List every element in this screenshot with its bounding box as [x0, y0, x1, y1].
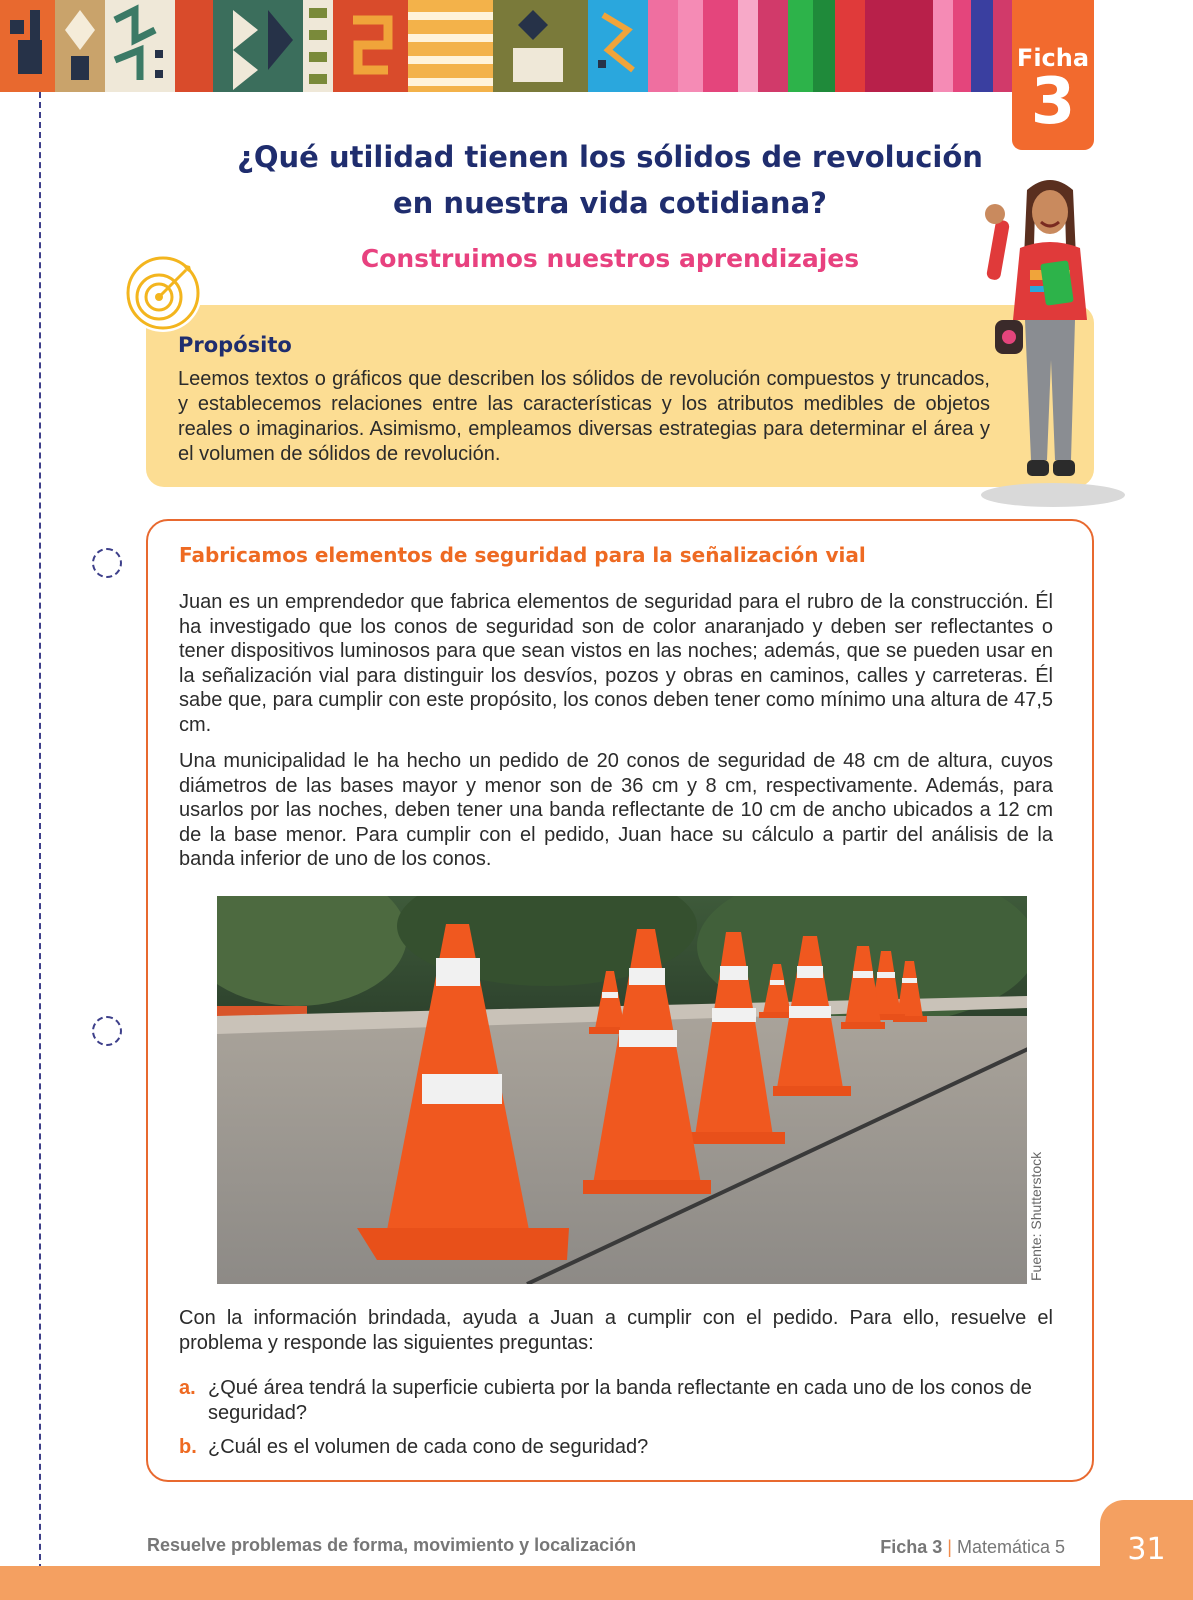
footer-competency: Resuelve problemas de forma, movimiento y localización: [147, 1535, 637, 1555]
target-icon: [124, 254, 202, 332]
footer-subject: Matemática 5: [956, 1537, 1065, 1557]
footer-ficha: Ficha 3: [880, 1537, 943, 1557]
title-line: en nuestra vida cotidiana?: [393, 186, 827, 220]
footer-ficha-info: [880, 1537, 1065, 1558]
question-letter: a.: [179, 1377, 196, 1399]
page-title: [220, 134, 1000, 226]
problem-paragraph: Una municipalidad le ha hecho un pedido de 20 conos de seguridad de 48 cm de altura, cuyos diámetros de las bases mayor y menor son de 36 cm y 8 cm, respectivamente. Además, para usarlos por las noches, deben tener una banda reflectante de 10 cm de ancho ubicados a 12 cm de la base menor. Para cumplir con el pedido, Juan hace su cálculo a partir del análisis de la banda inferior de uno de los conos.: [179, 750, 1053, 871]
question-item: [179, 1435, 1053, 1460]
punch-hole-marker: [92, 1016, 122, 1046]
question-item: [179, 1376, 1053, 1425]
page-number: 31: [1127, 1532, 1166, 1567]
student-character-illustration: [975, 170, 1125, 510]
photo-credit: Fuente: Shutterstock: [1028, 1151, 1044, 1281]
banner-stripe: [0, 0, 55, 92]
question-text: ¿Cuál es el volumen de cada cono de seguridad?: [208, 1436, 649, 1458]
footer-separator: |: [947, 1537, 952, 1557]
binding-dashed-line: [39, 92, 41, 1600]
footer-bar: [0, 1566, 1193, 1600]
section-subtitle: Construimos nuestros aprendizajes: [360, 244, 860, 273]
question-text: ¿Qué área tendrá la superficie cubierta por la banda reflectante en cada uno de los conos de seguridad?: [208, 1377, 1032, 1424]
problem-instructions: Con la información brindada, ayuda a Juan a cumplir con el pedido. Para ello, resuelve el problema y responde las siguientes preguntas:: [179, 1307, 1053, 1354]
punch-hole-marker: [92, 548, 122, 578]
problem-box: [146, 519, 1094, 1482]
problem-paragraph: Juan es un emprendedor que fabrica elementos de seguridad para el rubro de la construcción. Él ha investigado que los conos de seguridad son de color anaranjado y deben ser reflectantes o tener dispositivos luminosos para que sean vistos en las noches; además, que se pueden usar en la señalización vial para distinguir los desvíos, pozos y obras en caminos, calles y carreteras. Él sabe que, para cumplir con este propósito, los conos deben tener como mínimo una altura de 47,5 cm.: [179, 591, 1053, 736]
purpose-heading: Propósito: [178, 333, 292, 357]
problem-heading: Fabricamos elementos de seguridad para la señalización vial: [179, 543, 866, 567]
purpose-text: Leemos textos o gráficos que describen los sólidos de revolución compuestos y truncados, y establecemos relaciones entre las características y los atributos medibles de objetos reales o imaginarios. Asimismo, empleamos diversas estrategias para determinar el área y el volumen de sólidos de revolución.: [178, 368, 990, 465]
purpose-box: [146, 305, 1094, 487]
traffic-cones-photo: [217, 896, 1027, 1284]
ficha-label: Ficha: [1016, 44, 1090, 72]
title-line: ¿Qué utilidad tienen los sólidos de revolución: [237, 140, 983, 174]
ficha-tab: [1012, 0, 1094, 150]
ficha-number: 3: [1030, 65, 1076, 139]
question-letter: b.: [179, 1436, 197, 1458]
